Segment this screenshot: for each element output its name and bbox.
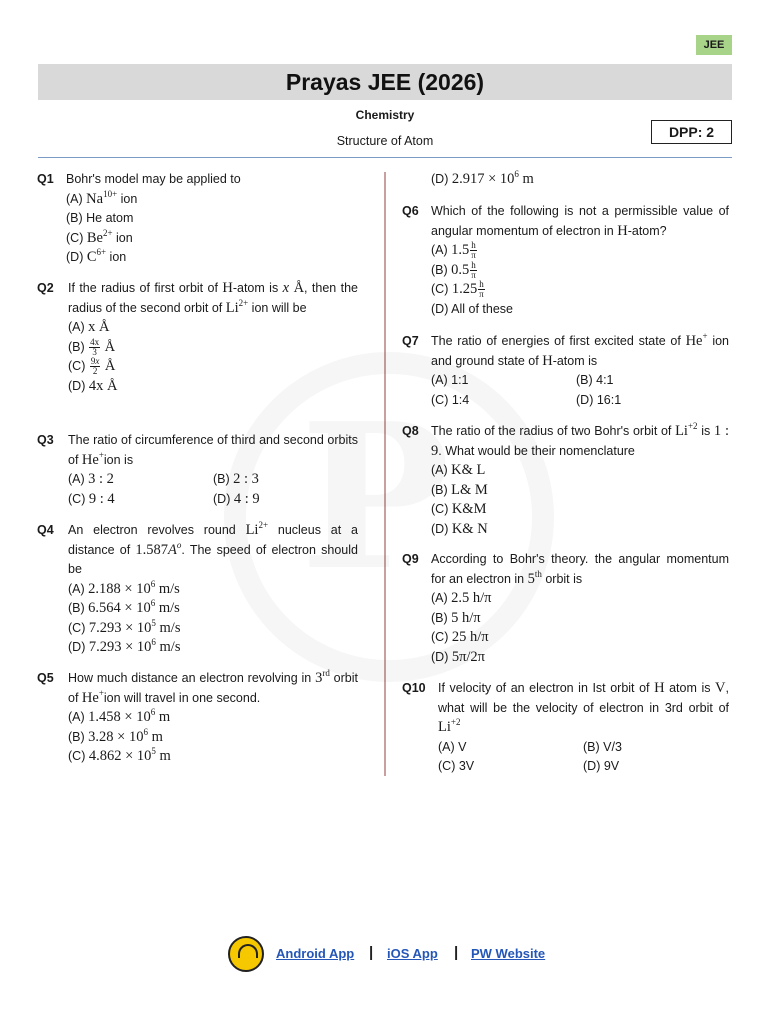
option-a: (A) $Na^{10+}$ ion [66, 188, 138, 207]
option-d: (D) K& N [431, 520, 488, 537]
option-c: (C) 3V [438, 759, 475, 773]
question-number: Q6 [402, 204, 419, 218]
subject-heading: Chemistry [355, 108, 415, 122]
question-number: Q1 [37, 172, 54, 186]
option-d: (D) 4 : 9 [213, 490, 260, 507]
separator: | [369, 944, 374, 961]
option-b: (B) 4:1 [576, 373, 614, 387]
footer-links [226, 936, 566, 972]
question-text: Bohr's model may be applied to [66, 172, 241, 186]
option-a: (A) 1:1 [431, 373, 469, 387]
option-d: (D) 9V [583, 759, 620, 773]
option-c: (C) $Be^{2+}$ ion [66, 227, 133, 246]
option-b: (B) V/3 [583, 739, 622, 754]
option-a: (A) V [438, 739, 467, 754]
question-text: How much distance an electron revolving in 3rd orbit of He+ion will travel in one second. [68, 668, 358, 706]
dpp-label: DPP: 2 [651, 120, 732, 144]
option-c: (C) $7.293 \times 10^5$ m/s [68, 617, 181, 636]
title-bar [38, 64, 732, 100]
question-text: The ratio of energies of first excited state of He+ ion and ground state of H-atom is [431, 331, 729, 369]
question-number: Q7 [402, 334, 419, 348]
option-b: (B) 2 : 3 [213, 471, 259, 487]
ios-app-link[interactable]: iOS App [387, 946, 438, 961]
pw-website-link[interactable]: PW Website [471, 946, 546, 961]
option-b: (B) 0.5 $\frac{h}{\pi}$ [431, 259, 476, 280]
option-b: (B) L& M [431, 481, 488, 498]
option-b: (B) 5 h/π [431, 609, 481, 626]
question-text: If velocity of an electron in Ist orbit of H atom is V, what will be the velocity of electron in 3rd orbit of $Li^{+2}$ [438, 680, 729, 735]
question-number: Q10 [402, 681, 426, 695]
option-a: (A) $2.188 \times 10^6$ m/s [68, 578, 180, 597]
option-c: (C) $\frac{9x}{2}$ Å [68, 356, 116, 377]
question-text: An electron revolves round $Li^{2+}$ nucleus at a distance of $1.587A^o$. The speed of electron should be [68, 520, 358, 576]
question-number: Q4 [37, 523, 54, 537]
option-c: (C) 9 : 4 [68, 490, 115, 507]
option-a: (A) 3 : 2 [68, 471, 114, 487]
option-a: (A) $1.458 \times 10^6$ m [68, 707, 171, 725]
option-b: (B) $\frac{4x}{3}$ Å [68, 336, 116, 357]
option-d: (D) 4x Å [68, 377, 118, 394]
option-b: (B) $3.28 \times 10^6$ m [68, 726, 163, 745]
option-d: (D) $2.917 \times 10^6$ m [431, 169, 534, 187]
question-number: Q5 [37, 671, 54, 685]
question-text: The ratio of circumference of third and second orbits of He+ion is [68, 433, 358, 468]
android-app-link[interactable]: Android App [276, 946, 355, 961]
header-divider [38, 157, 732, 158]
option-a: (A) 1.5 $\frac{h}{\pi}$ [431, 240, 476, 261]
option-d: (D) 5π/2π [431, 648, 485, 665]
option-a: (A) K& L [431, 462, 486, 478]
option-d: (D) $7.293 \times 10^6$ m/s [68, 637, 181, 655]
option-d: (D) 16:1 [576, 392, 622, 407]
question-text: Which of the following is not a permissible value of angular momentum of electron in H-atom? [431, 204, 729, 239]
option-c: (C) K&M [431, 501, 487, 517]
question-text: According to Bohr's theory. the angular momentum for an electron in 5th orbit is [431, 552, 729, 587]
option-d: (D) All of these [431, 301, 513, 316]
option-d: (D) $C^{6+}$ ion [66, 247, 127, 265]
page-title: Prayas JEE (2026) [285, 69, 485, 95]
option-a: (A) 2.5 h/π [431, 590, 492, 606]
separator: | [454, 944, 459, 961]
option-c: (C) 1.25 $\frac{h}{\pi}$ [431, 279, 484, 300]
option-c: (C) $4.862 \times 10^5$ m [68, 746, 171, 764]
question-number: Q3 [37, 433, 54, 447]
exam-badge: JEE [696, 35, 732, 55]
question-number: Q2 [37, 281, 54, 295]
option-c: (C) 25 h/π [431, 629, 489, 645]
question-number: Q9 [402, 552, 419, 566]
option-b: (B) $6.564 \times 10^6$ m/s [68, 598, 180, 616]
topic-heading: Structure of Atom [336, 134, 434, 148]
option-b: (B) He atom [66, 211, 134, 225]
question-text: If the radius of first orbit of H-atom is x Å, then the radius of the second orbit of $Li^{2+}$ ion will be [68, 280, 358, 316]
question-text: The ratio of the radius of two Bohr's orbit of $Li^{+2}$ is 1 : 9. What would be their nomenclature [431, 421, 730, 459]
question-number: Q8 [402, 424, 419, 438]
option-c: (C) 1:4 [431, 392, 470, 407]
option-a: (A) x Å [68, 319, 110, 335]
customer-service-icon[interactable] [228, 936, 264, 972]
